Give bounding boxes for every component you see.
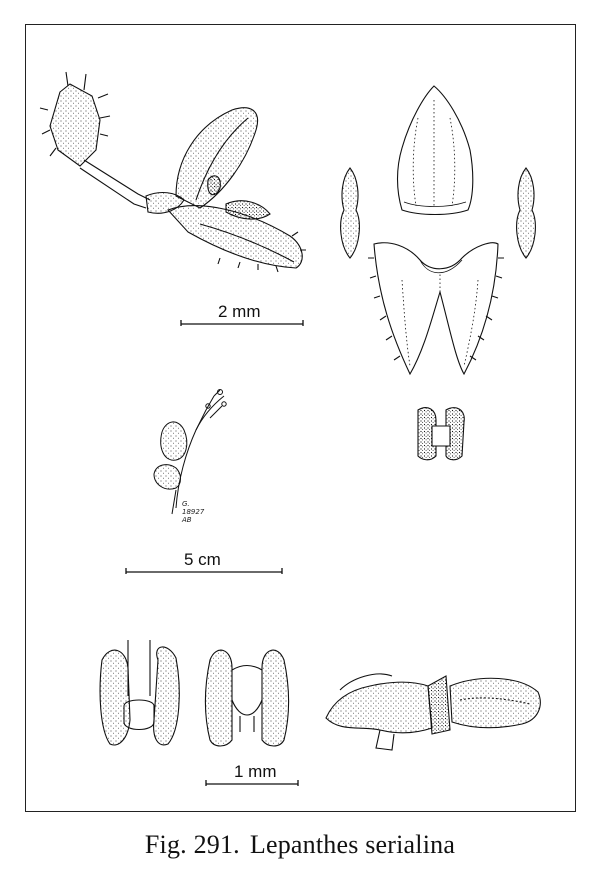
figure-number: Fig. 291. [144,830,240,859]
collector-extra: AB [182,516,192,524]
leaf-lower [154,465,181,489]
figure-caption [0,830,600,860]
species-name: Lepanthes serialina [249,830,456,859]
plant-habit-sketch [154,390,226,515]
collector-note [182,500,204,524]
dissected-flower-parts [341,86,536,460]
left-petal [341,168,360,258]
scale-label-2mm: 2 mm [218,302,261,321]
collector-number: 18927 [182,508,205,516]
lateral-sepals [374,243,498,374]
right-petal [517,168,536,258]
dorsal-sepal [398,86,473,215]
flower-lateral-view [40,72,306,272]
lip-views [100,640,540,750]
scale-label-1mm: 1 mm [234,762,277,781]
leaf-upper [161,422,187,460]
scale-label-5cm: 5 cm [184,550,221,569]
collector-initials: G. [182,500,190,508]
